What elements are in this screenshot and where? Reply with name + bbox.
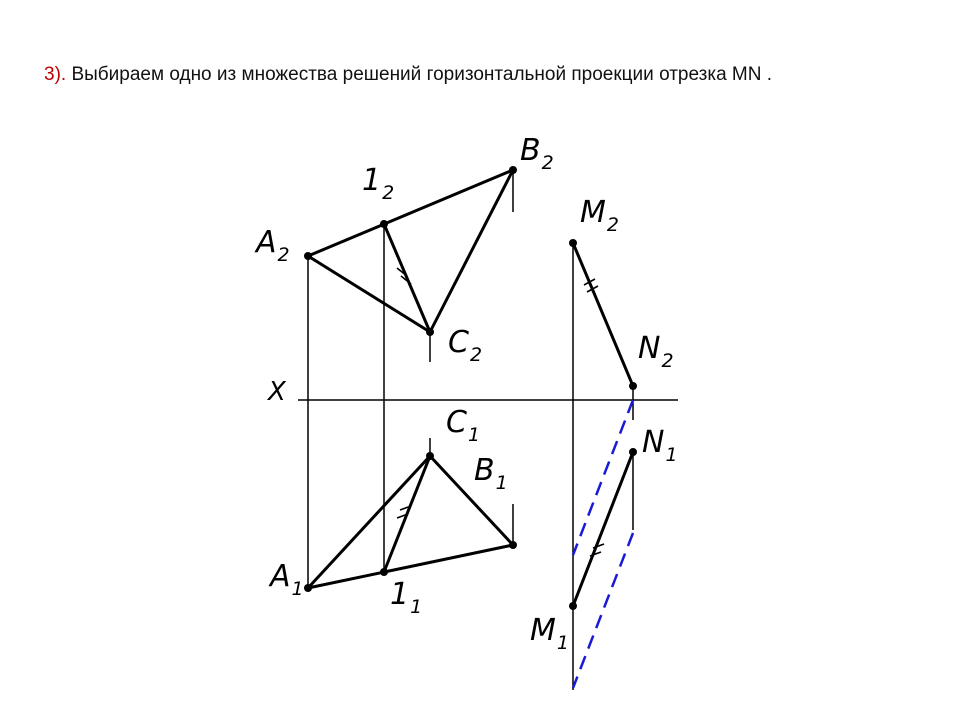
points <box>304 166 637 610</box>
label-1-2: $1_2$ <box>362 163 395 204</box>
label-a2: $A_2$ <box>256 225 290 266</box>
label-1-1: $1_1$ <box>390 577 423 618</box>
segment-mn-frontal <box>573 243 633 386</box>
point-b1 <box>509 541 517 549</box>
title-text: Выбираем одно из множества решений горизонтальной проекции отрезка MN . <box>66 64 773 85</box>
point-1-1 <box>380 568 388 576</box>
point-c2 <box>426 328 434 336</box>
label-b2: $B_2$ <box>520 133 554 174</box>
point-a2 <box>304 252 312 260</box>
label-n1: $N_1$ <box>642 425 678 466</box>
axis-x-label: X <box>268 377 286 407</box>
label-c2: $C_2$ <box>448 325 483 366</box>
point-1-2 <box>380 220 388 228</box>
point-m2 <box>569 239 577 247</box>
point-b2 <box>509 166 517 174</box>
point-c1 <box>426 452 434 460</box>
triangle-frontal-projection <box>308 170 513 332</box>
label-c1: $C_1$ <box>446 405 481 446</box>
point-n1 <box>629 448 637 456</box>
step-number: 3). <box>44 64 67 85</box>
label-m1: $M_1$ <box>530 613 569 654</box>
label-m2: $M_2$ <box>580 195 619 236</box>
point-m1 <box>569 602 577 610</box>
label-a1: $A_1$ <box>270 559 304 600</box>
point-a1 <box>304 584 312 592</box>
label-b1: $B_1$ <box>474 453 508 494</box>
label-n2: $N_2$ <box>638 331 674 372</box>
point-n2 <box>629 382 637 390</box>
solution-boundary-line-lower <box>573 533 633 688</box>
